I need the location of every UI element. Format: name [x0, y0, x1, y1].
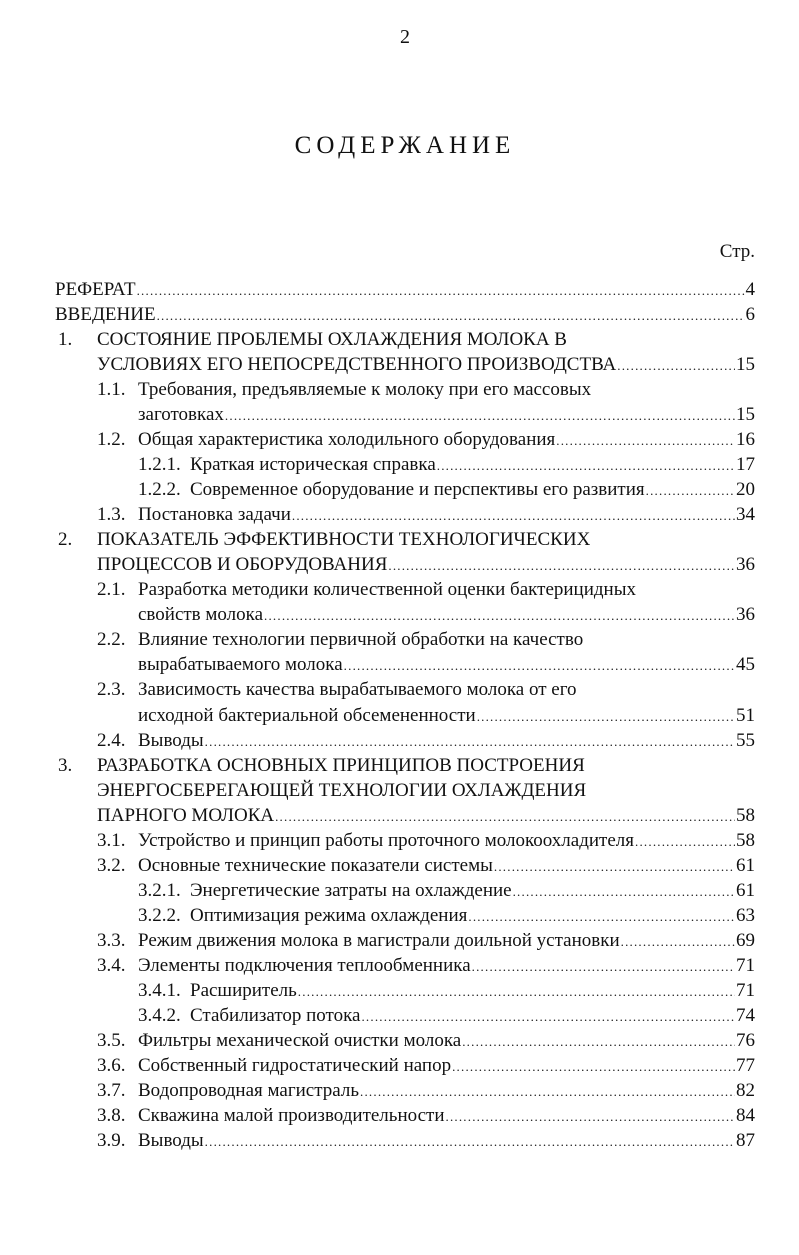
- toc-entry-page: 45: [736, 654, 755, 676]
- page-title: СОДЕРЖАНИЕ: [294, 132, 516, 159]
- toc-entry-page: 82: [736, 1079, 755, 1101]
- dot-leader: [205, 730, 735, 752]
- page-column-label: Стр.: [719, 241, 755, 262]
- toc-entry-line: [97, 805, 755, 830]
- dot-leader: [617, 354, 735, 376]
- toc-entry-page: 55: [736, 729, 755, 751]
- toc-entry-page: 61: [736, 854, 755, 876]
- toc-entry-page: 17: [736, 454, 755, 476]
- toc-entry-line: [97, 780, 755, 805]
- toc-entry-title: СОСТОЯНИЕ ПРОБЛЕМЫ ОХЛАЖДЕНИЯ МОЛОКА В: [97, 329, 567, 351]
- toc-entry-title: заготовках: [138, 404, 224, 426]
- toc-entry-number: 2.2.: [97, 629, 126, 651]
- toc-entry-page: 71: [736, 979, 755, 1001]
- dot-leader: [344, 654, 735, 676]
- dot-leader: [361, 1005, 735, 1027]
- toc-entry-title: Требования, предъявляемые к молоку при его массовых: [138, 379, 592, 401]
- dot-leader: [388, 554, 735, 576]
- toc-entry-title: ПРОЦЕССОВ И ОБОРУДОВАНИЯ: [97, 554, 388, 576]
- toc-entry-line: [58, 329, 755, 354]
- toc-entry-title: Скважина малой производительности: [138, 1104, 445, 1126]
- toc-entry-number: 3.6.: [97, 1054, 126, 1076]
- toc-entry-title: исходной бактериальной обсемененности: [138, 704, 476, 726]
- toc-entry-line: [97, 679, 755, 704]
- toc-entry-page: 4: [745, 279, 755, 300]
- toc-entry-line: [97, 854, 755, 880]
- toc-entry-title: Основные технические показатели системы: [138, 854, 493, 876]
- toc-entry-number: 3.8.: [97, 1104, 126, 1126]
- toc-entry-line: [97, 1079, 755, 1105]
- toc-entry-title: Водопроводная магистраль: [138, 1079, 360, 1101]
- toc-entry-number: 3.9.: [97, 1130, 126, 1152]
- toc-entry-number: 1.1.: [97, 379, 126, 401]
- toc-entry-line: [55, 279, 755, 304]
- toc-entry-line: [97, 729, 755, 755]
- toc-entry-title: ПОКАЗАТЕЛЬ ЭФФЕКТИВНОСТИ ТЕХНОЛОГИЧЕСКИХ: [97, 529, 591, 551]
- toc-entry-number: 1.2.1.: [138, 454, 181, 476]
- toc-entry-title: Энергетические затраты на охлаждение: [190, 879, 512, 901]
- toc-entry-title: Зависимость качества вырабатываемого молока от его: [138, 679, 577, 701]
- toc-entry-line: [97, 1029, 755, 1055]
- toc-entry-number: 3.4.: [97, 954, 126, 976]
- toc-entry-line: [138, 1004, 755, 1030]
- toc-entry-title: Выводы: [138, 1130, 204, 1152]
- toc-entry-title: вырабатываемого молока: [138, 654, 343, 676]
- toc-entry-page: 69: [736, 929, 755, 951]
- toc-entry-page: 6: [745, 304, 755, 326]
- toc-entry-page: 16: [736, 429, 755, 451]
- toc-entry-title: УСЛОВИЯХ ЕГО НЕПОСРЕДСТВЕННОГО ПРОИЗВОДСТВА: [97, 354, 617, 376]
- toc-entry-number: 2.4.: [97, 729, 126, 751]
- toc-entry-number: 1.2.: [97, 429, 126, 451]
- dot-leader: [646, 479, 735, 501]
- toc-entry-title: Выводы: [138, 729, 204, 751]
- toc-entry-title: ПАРНОГО МОЛОКА: [97, 804, 275, 826]
- dot-leader: [635, 830, 735, 852]
- toc-entry-line: [138, 879, 755, 905]
- toc-entry-line: [138, 454, 755, 479]
- toc-entry-number: 3.1.: [97, 829, 126, 851]
- toc-entry-page: 51: [736, 704, 755, 726]
- dot-leader: [360, 1080, 735, 1102]
- toc-entry-page: 15: [736, 354, 755, 376]
- toc-entry-line: [97, 929, 755, 955]
- toc-entry-line: [97, 504, 755, 529]
- toc-entry-line: [138, 904, 755, 930]
- toc-entry-line: [97, 1054, 755, 1080]
- toc-entry-title: Расширитель: [190, 979, 297, 1001]
- toc-entry-number: 3.2.2.: [138, 904, 181, 926]
- toc-entry-line: [138, 479, 755, 504]
- dot-leader: [452, 1055, 735, 1077]
- toc-entry-line: [97, 1104, 755, 1130]
- dot-leader: [621, 930, 735, 952]
- toc-entry-page: 63: [736, 904, 755, 926]
- toc-entry-title: Современное оборудование и перспективы его развития: [190, 479, 645, 501]
- dot-leader: [264, 604, 735, 626]
- toc-entry-line: [97, 554, 755, 579]
- dot-leader: [225, 404, 735, 426]
- dot-leader: [275, 805, 735, 827]
- toc-entry-number: 3.7.: [97, 1079, 126, 1101]
- toc-entry-page: 74: [736, 1004, 755, 1026]
- dot-leader: [157, 304, 745, 326]
- toc-entry-line: [97, 429, 755, 454]
- dot-leader: [472, 955, 735, 977]
- toc-entry-page: 84: [736, 1104, 755, 1126]
- toc-entry-line: [138, 654, 755, 679]
- toc-entry-number: 3.2.: [97, 854, 126, 876]
- toc-entry-number: 3.5.: [97, 1029, 126, 1051]
- toc-entry-line: [97, 829, 755, 855]
- toc-entry-title: Краткая историческая справка: [190, 454, 436, 476]
- toc-entry-title: Общая характеристика холодильного оборудования: [138, 429, 556, 451]
- page-number: 2: [400, 26, 410, 48]
- toc-entry-number: 3.4.2.: [138, 1004, 181, 1026]
- toc-entry-number: 2.1.: [97, 579, 126, 601]
- dot-leader: [477, 705, 735, 727]
- toc-entry-page: 77: [736, 1054, 755, 1076]
- toc-entry-title: Собственный гидростатический напор: [138, 1054, 452, 1076]
- toc-entry-number: 3.2.1.: [138, 879, 181, 901]
- dot-leader: [446, 1105, 736, 1127]
- toc-entry-line: [97, 379, 755, 404]
- toc-entry-line: [138, 979, 755, 1005]
- toc-entry-number: 1.: [58, 329, 73, 351]
- toc-entry-page: 58: [736, 829, 755, 851]
- toc-entry-line: [138, 404, 755, 429]
- toc-entry-number: 1.2.2.: [138, 479, 181, 501]
- toc-entry-page: 36: [736, 554, 755, 576]
- toc-entry-line: [97, 579, 755, 604]
- toc-entry-number: 3.3.: [97, 929, 126, 951]
- toc-entry-title: Оптимизация режима охлаждения: [190, 904, 468, 926]
- toc-entry-page: 15: [736, 404, 755, 426]
- toc-entry-page: 76: [736, 1029, 755, 1051]
- toc-entry-line: [58, 754, 755, 780]
- toc-entry-line: [58, 529, 755, 554]
- toc-entry-number: 2.: [58, 529, 73, 551]
- toc-entry-title: Стабилизатор потока: [190, 1004, 361, 1026]
- toc-entry-page: 36: [736, 604, 755, 626]
- dot-leader: [513, 880, 735, 902]
- toc-entry-line: [97, 1130, 755, 1155]
- toc-entry-number: 3.: [58, 754, 73, 776]
- toc-entry-title: Разработка методики количественной оценки бактерицидных: [138, 579, 636, 601]
- toc-entry-page: 58: [736, 804, 755, 826]
- dot-leader: [437, 454, 735, 476]
- toc-entry-title: Устройство и принцип работы проточного молокоохладителя: [138, 829, 635, 851]
- toc-entry-number: 2.3.: [97, 679, 126, 701]
- dot-leader: [462, 1030, 735, 1052]
- dot-leader: [137, 279, 745, 301]
- dot-leader: [468, 905, 735, 927]
- toc-entry-page: 71: [736, 954, 755, 976]
- dot-leader: [292, 504, 735, 526]
- toc-entry-page: 34: [736, 504, 755, 526]
- toc-entry-title: ВВЕДЕНИЕ: [55, 304, 156, 326]
- toc-entry-title: РЕФЕРАТ: [55, 279, 136, 300]
- toc-entry-title: Элементы подключения теплообменника: [138, 954, 471, 976]
- toc-entry-page: 20: [736, 479, 755, 501]
- dot-leader: [205, 1130, 735, 1152]
- toc-entry-title: РАЗРАБОТКА ОСНОВНЫХ ПРИНЦИПОВ ПОСТРОЕНИЯ: [97, 754, 585, 776]
- toc-entry-line: [138, 705, 755, 730]
- dot-leader: [494, 855, 735, 877]
- toc-entry-title: Влияние технологии первичной обработки на качество: [138, 629, 584, 651]
- toc-entry-number: 3.4.1.: [138, 979, 181, 1001]
- toc-entry-line: [97, 629, 755, 654]
- toc-entry-title: Постановка задачи: [138, 504, 291, 526]
- toc-entry-line: [138, 604, 755, 629]
- toc-entry-title: свойств молока: [138, 604, 264, 626]
- toc-entry-title: Фильтры механической очистки молока: [138, 1029, 462, 1051]
- toc-entry-page: 87: [736, 1130, 755, 1152]
- toc-entry-line: [97, 954, 755, 980]
- toc-entry-page: 61: [736, 879, 755, 901]
- toc-entry-number: 1.3.: [97, 504, 126, 526]
- toc-entry-title: ЭНЕРГОСБЕРЕГАЮЩЕЙ ТЕХНОЛОГИИ ОХЛАЖДЕНИЯ: [97, 779, 587, 801]
- toc-entry-line: [97, 354, 755, 379]
- dot-leader: [556, 429, 735, 451]
- dot-leader: [298, 980, 735, 1002]
- toc-entry-line: [55, 304, 755, 329]
- toc-entry-title: Режим движения молока в магистрали доильной установки: [138, 929, 620, 951]
